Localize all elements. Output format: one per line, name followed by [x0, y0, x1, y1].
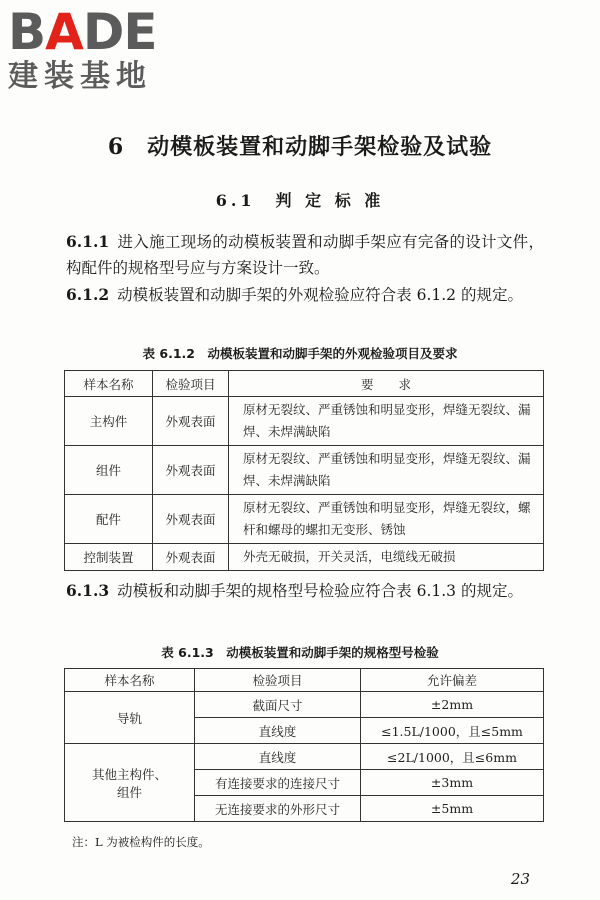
table-row	[65, 692, 544, 718]
cell-tolerance: ≤1.5L/1000，且≤5mm	[361, 718, 544, 744]
cell-sample: 主构件	[65, 397, 153, 446]
clause-text: 动模板装置和动脚手架的外观检验应符合表 6.1.2 的规定。	[117, 286, 523, 304]
brand-logo	[8, 3, 183, 94]
cell-sample: 组件	[65, 446, 153, 495]
table-6-1-2-caption: 表 6.1.2 动模板装置和动脚手架的外观检验项目及要求	[142, 346, 458, 361]
section-title: 6.1 判 定 标 准	[215, 191, 385, 210]
cell-tolerance: ±3mm	[361, 770, 544, 796]
clause-text: 动模板和动脚手架的规格型号检验应符合表 6.1.3 的规定。	[117, 582, 523, 600]
header-item: 检验项目	[153, 371, 229, 397]
header-item: 检验项目	[195, 669, 361, 692]
cell-tolerance: ±2mm	[361, 692, 544, 718]
table-note: 注：L 为被检构件的长度。	[72, 835, 210, 849]
cell-item: 外观表面	[153, 544, 229, 571]
cell-sample: 其他主构件、组件	[65, 744, 195, 822]
clause-6-1-2	[66, 282, 544, 308]
table-6-1-3-caption: 表 6.1.3 动模板装置和动脚手架的规格型号检验	[161, 645, 439, 660]
table-row	[65, 544, 544, 571]
cell-item: 外观表面	[153, 446, 229, 495]
table-6-1-2	[64, 370, 544, 571]
header-sample: 样本名称	[65, 371, 153, 397]
header-sample: 样本名称	[65, 669, 195, 692]
table-row	[65, 397, 544, 446]
cell-item: 直线度	[195, 744, 361, 770]
cell-item: 外观表面	[153, 495, 229, 544]
cell-item: 截面尺寸	[195, 692, 361, 718]
cell-requirement: 外壳无破损，开关灵活，电缆线无破损	[229, 544, 544, 571]
chapter-title: 6 动模板装置和动脚手架检验及试验	[107, 134, 493, 160]
table-row	[65, 446, 544, 495]
cell-item: 直线度	[195, 718, 361, 744]
header-tolerance: 允许偏差	[361, 669, 544, 692]
table-6-1-3	[64, 668, 544, 822]
table-header-row	[65, 371, 544, 397]
cell-sample: 配件	[65, 495, 153, 544]
cell-requirement: 原材无裂纹、严重锈蚀和明显变形，焊缝无裂纹，螺杆和螺母的螺扣无变形、锈蚀	[229, 495, 544, 544]
cell-item: 外观表面	[153, 397, 229, 446]
logo-wordmark: BADE	[8, 3, 157, 61]
table-row	[65, 744, 544, 770]
table-row	[65, 495, 544, 544]
clause-text: 进入施工现场的动模板装置和动脚手架应有完备的设计文件，构配件的规格型号应与方案设计一致。	[66, 233, 544, 277]
clause-6-1-3	[66, 578, 544, 604]
logo-subtitle: 建装基地	[8, 59, 152, 94]
cell-item: 无连接要求的外形尺寸	[195, 796, 361, 822]
page-number: 23	[510, 870, 530, 888]
cell-requirement: 原材无裂纹、严重锈蚀和明显变形，焊缝无裂纹、漏焊、未焊满缺陷	[229, 446, 544, 495]
cell-sample: 控制装置	[65, 544, 153, 571]
header-requirement: 要 求	[229, 371, 544, 397]
cell-item: 有连接要求的连接尺寸	[195, 770, 361, 796]
clause-number: 6.1.2	[66, 285, 110, 304]
cell-tolerance: ±5mm	[361, 796, 544, 822]
cell-requirement: 原材无裂纹、严重锈蚀和明显变形，焊缝无裂纹、漏焊、未焊满缺陷	[229, 397, 544, 446]
cell-tolerance: ≤2L/1000，且≤6mm	[361, 744, 544, 770]
clause-number: 6.1.1	[66, 232, 110, 251]
clause-6-1-1	[66, 229, 544, 281]
table-header-row	[65, 669, 544, 692]
clause-number: 6.1.3	[66, 581, 110, 600]
cell-sample: 导轨	[65, 692, 195, 744]
